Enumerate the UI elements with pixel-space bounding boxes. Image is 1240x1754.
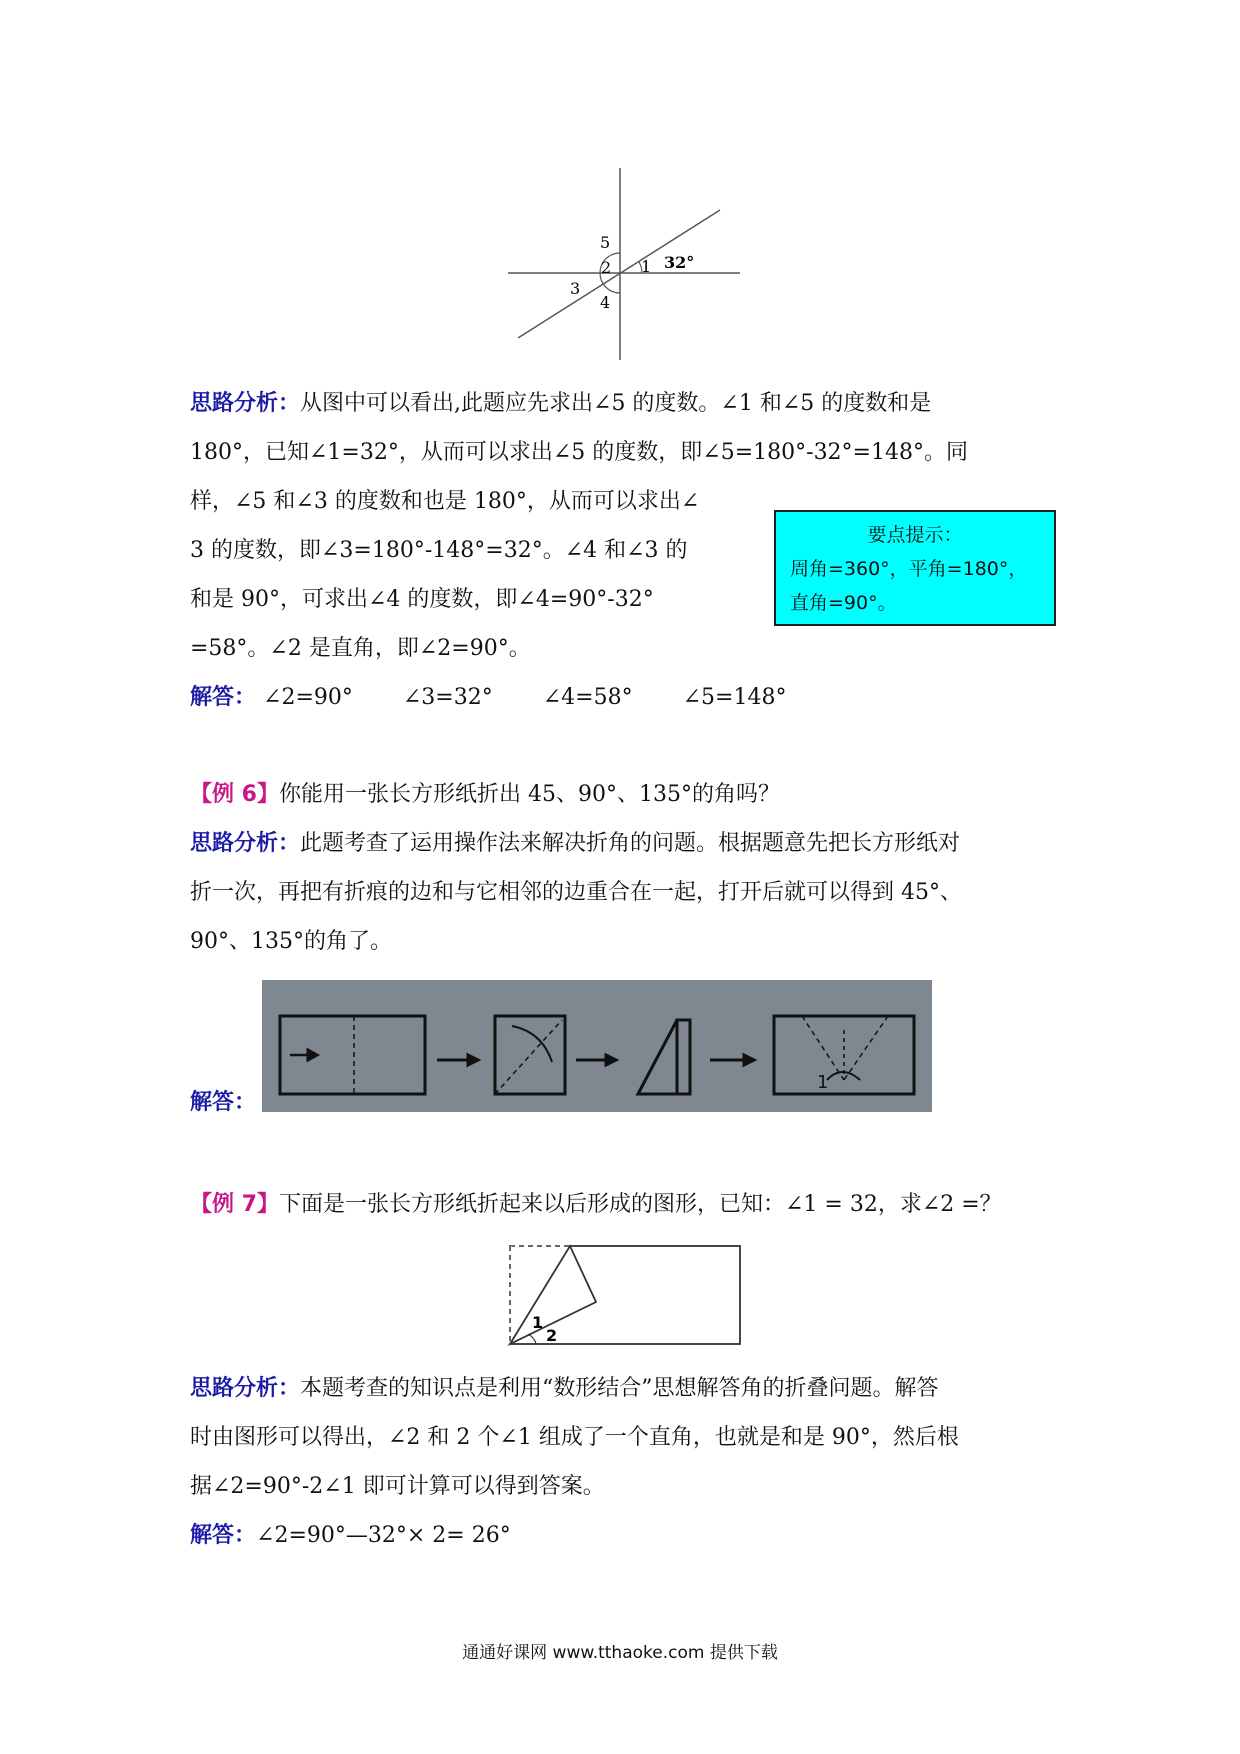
- fold-figure-label: 1: [817, 1072, 829, 1093]
- angle-figure-1: [500, 160, 750, 360]
- ex5-line-0: 从图中可以看出,此题应先求出∠5 的度数。∠1 和∠5 的度数和是: [300, 391, 932, 416]
- ex5-line-5: =58°。∠2 是直角，即∠2=90°。: [190, 636, 531, 661]
- ex6-block: [190, 770, 962, 966]
- ex5-answer: [190, 673, 786, 722]
- ex5-answer-3: ∠4=58°: [542, 685, 633, 710]
- ex5-line-1: 180°，已知∠1=32°，从而可以求出∠5 的度数，即∠5=180°-32°=148°。同: [190, 440, 968, 465]
- ex7-answer-label: 解答：: [190, 1523, 257, 1548]
- fold-angle-label-2: 2: [546, 1326, 558, 1345]
- ex6-tag: 【例 6】: [190, 782, 279, 807]
- ex7-line-2: 据∠2=90°-2∠1 即可计算可以得到答案。: [190, 1474, 605, 1499]
- folding-steps-photo: [262, 980, 932, 1112]
- ex5-line-2: 样，∠5 和∠3 的度数和也是 180°，从而可以求出∠: [190, 489, 700, 514]
- ex5-line-3: 3 的度数，即∠3=180°-148°=32°。∠4 和∠3 的: [190, 538, 688, 563]
- ex6-question: 你能用一张长方形纸折出 45、90°、135°的角吗？: [278, 782, 780, 807]
- angle-label-1: 1: [641, 257, 652, 276]
- tip-line-1: 周角=360°，平角=180°，: [790, 558, 1028, 580]
- ex7-tag: 【例 7】: [190, 1192, 279, 1217]
- ex5-answer-label: 解答：: [190, 685, 257, 710]
- folded-rectangle-figure: [500, 1236, 750, 1346]
- ex5-answer-2: ∠3=32°: [402, 685, 493, 710]
- ex5-answer-1: ∠2=90°: [263, 685, 353, 710]
- ex6-answer-label: 解答：: [190, 1090, 257, 1115]
- angle-label-4: 4: [600, 293, 611, 312]
- ex5-answer-4: ∠5=148°: [682, 685, 787, 710]
- ex7-line-1: 时由图形可以得出，∠2 和 2 个∠1 组成了一个直角，也就是和是 90°，然后根: [190, 1425, 959, 1450]
- ex6-analysis-label: 思路分析：: [190, 831, 301, 856]
- key-point-tip-box: [774, 510, 1056, 626]
- fold-angle-label-1: 1: [532, 1313, 544, 1332]
- angle-label-5: 5: [600, 233, 611, 252]
- ex7-analysis: [190, 1364, 959, 1560]
- page-footer: 通通好课网 www.tthaoke.com 提供下载: [462, 1643, 778, 1663]
- angle-label-3: 3: [570, 279, 581, 298]
- ex6-line-2: 90°、135°的角了。: [190, 929, 392, 954]
- angle-label-2: 2: [601, 258, 612, 277]
- ex7-line-0: 本题考查的知识点是利用“数形结合”思想解答角的折叠问题。解答: [300, 1376, 939, 1401]
- ex6-line-0: 此题考查了运用操作法来解决折角的问题。根据题意先把长方形纸对: [300, 831, 961, 856]
- ex5-analysis-label: 思路分析：: [190, 391, 301, 416]
- tip-line-2: 直角=90°。: [790, 592, 897, 614]
- ex7-answer: ∠2=90°—32°× 2= 26°: [256, 1523, 511, 1548]
- ex7-question-block: [190, 1180, 1002, 1229]
- ex7-question: 下面是一张长方形纸折起来以后形成的图形，已知：∠1 = 32，求∠2 =？: [278, 1192, 1002, 1217]
- ex7-analysis-label: 思路分析：: [190, 1376, 301, 1401]
- tip-title: 要点提示：: [867, 524, 963, 546]
- angle-label-32deg: 32°: [664, 253, 695, 272]
- ex5-line-4: 和是 90°，可求出∠4 的度数，即∠4=90°-32°: [190, 587, 654, 612]
- ex6-line-1: 折一次，再把有折痕的边和与它相邻的边重合在一起，打开后就可以得到 45°、: [190, 880, 962, 905]
